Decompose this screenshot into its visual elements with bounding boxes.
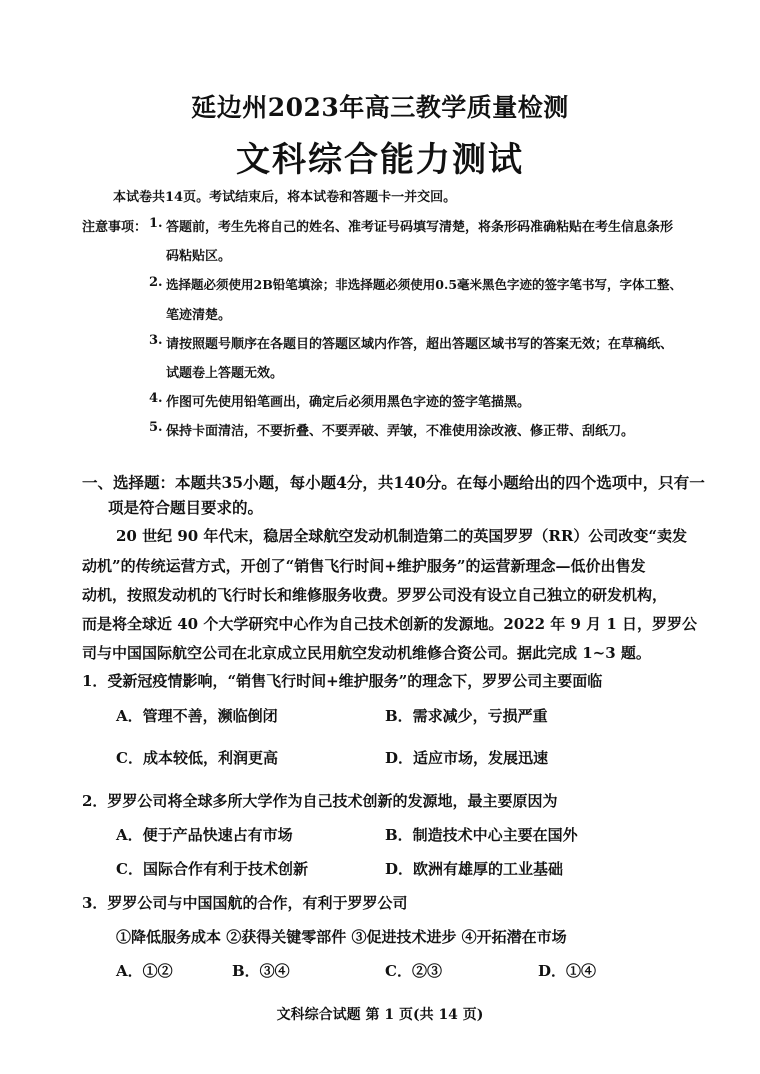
section-heading: 一、选择题：本题共35小题，每小题4分，共140分。在每小题给出的四个选项中，只有一 — [82, 473, 705, 492]
passage-line: 司与中国国际航空公司在北京成立民用航空发动机维修合资公司。据此完成 1~3 题。 — [82, 644, 651, 662]
option-c: C．成本较低，利润更高 — [116, 749, 278, 767]
option-a: A．便于产品快速占有市场 — [116, 826, 293, 844]
option-a: A．管理不善，濒临倒闭 — [116, 707, 278, 725]
passage-line: 动机，按照发动机的飞行时长和维修服务收费。罗罗公司没有设立自己独立的研发机构， — [82, 586, 668, 604]
note-text: 答题前，考生先将自己的姓名、准考证号码填写清楚，将条形码准确粘贴在考生信息条形 — [166, 220, 674, 235]
note-number: 2. — [149, 275, 163, 290]
option-c: C．国际合作有利于技术创新 — [116, 860, 308, 878]
option-b: B．需求减少，亏损严重 — [385, 707, 548, 725]
option-b: B．③④ — [232, 962, 290, 980]
option-d: D．①④ — [538, 962, 597, 980]
page-footer: 文科综合试题 第 1 页(共 14 页) — [276, 1007, 484, 1023]
question-stem: 3．罗罗公司与中国国航的合作，有利于罗罗公司 — [82, 894, 408, 912]
option-c: C．②③ — [385, 962, 442, 980]
option-d: D．欧洲有雄厚的工业基础 — [385, 860, 564, 878]
note-text: 码粘贴区。 — [166, 249, 232, 264]
notes-label: 注意事项： — [82, 220, 148, 235]
passage-line: 动机”的传统运营方式，开创了“销售飞行时间+维护服务”的运营新理念—低价出售发 — [82, 557, 646, 575]
option-b: B．制造技术中心主要在国外 — [385, 826, 578, 844]
note-text: 保持卡面清洁，不要折叠、不要弄破、弄皱，不准使用涂改液、修正带、刮纸刀。 — [166, 424, 635, 439]
option-a: A．①② — [116, 962, 173, 980]
note-number: 1. — [149, 216, 163, 231]
section-heading: 项是符合题目要求的。 — [108, 498, 264, 517]
option-d: D．适应市场，发展迅速 — [385, 749, 549, 767]
note-text: 试题卷上答题无效。 — [166, 366, 284, 381]
intro-text: 本试卷共14页。考试结束后，将本试卷和答题卡一并交回。 — [113, 190, 457, 205]
note-text: 作图可先使用铅笔画出，确定后必须用黑色字迹的签字笔描黑。 — [166, 395, 531, 410]
passage-line: 而是将全球近 40 个大学研究中心作为自己技术创新的发源地。2022 年 9 月 1 日，罗罗公 — [82, 615, 698, 633]
note-number: 3. — [149, 333, 163, 348]
passage-line: 20 世纪 90 年代末，稳居全球航空发动机制造第二的英国罗罗（RR）公司改变“卖发 — [116, 527, 687, 545]
note-number: 5. — [149, 420, 163, 435]
note-text: 笔迹清楚。 — [166, 308, 232, 323]
exam-subject-title: 文科综合能力测试 — [236, 140, 524, 180]
question-choices: ①降低服务成本 ②获得关键零部件 ③促进技术进步 ④开拓潜在市场 — [116, 928, 567, 946]
question-stem: 1．受新冠疫情影响，“销售飞行时间+维护服务”的理念下，罗罗公司主要面临 — [82, 672, 603, 690]
note-text: 选择题必须使用2B铅笔填涂；非选择题必须使用0.5毫米黑色字迹的签字笔书写，字体工整、 — [166, 277, 683, 292]
note-text: 请按照题号顺序在各题目的答题区域内作答，超出答题区域书写的答案无效；在草稿纸、 — [166, 337, 674, 352]
note-number: 4. — [149, 391, 163, 406]
exam-title: 延边州2023年高三教学质量检测 — [191, 93, 569, 122]
question-stem: 2．罗罗公司将全球多所大学作为自己技术创新的发源地，最主要原因为 — [82, 792, 558, 810]
